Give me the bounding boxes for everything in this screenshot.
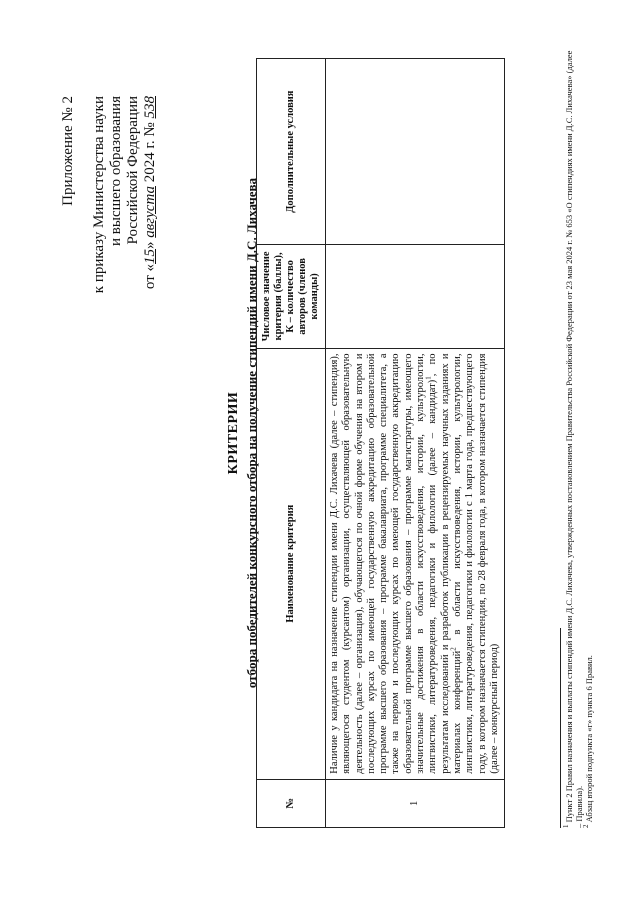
row-extra <box>326 59 505 245</box>
date-month: августа <box>142 186 158 238</box>
footnote-divider <box>560 628 561 828</box>
table-header-row <box>257 59 326 828</box>
footnote-2-text: Абзац второй подпункта «г» пункта 6 Правил. <box>584 655 594 825</box>
table-row <box>326 59 505 828</box>
row-criterion-text <box>326 348 505 779</box>
footnote-ref-1: 1 <box>424 376 433 380</box>
header-name: Наименование критерия <box>257 348 326 779</box>
appendix-order-line2: и высшего образования <box>108 96 124 246</box>
header-extra: Дополнительные условия <box>257 59 326 245</box>
date-prefix: от « <box>142 263 158 290</box>
footnotes <box>560 48 594 828</box>
order-number: 538 <box>142 96 158 119</box>
appendix-number: Приложение № 2 <box>60 96 76 206</box>
appendix-date-line <box>142 96 159 356</box>
document-title <box>226 113 260 753</box>
appendix-order-line1: к приказу Министерства науки <box>91 96 107 294</box>
criterion-text-part2: , по результатам исследований и разработок публикации в рецензируемых научных изданиях и материалах конференций <box>427 353 463 774</box>
footnote-1-text: Пункт 2 Правил назначения и выплаты стипендий имени Д.С. Лихачева, утвержденных постановлением Правительства Российской Федерации от 23 мая 2024 г. № 653 «О стипендиях имени Д.С. Лихачева» (далее – Правила). <box>564 50 584 828</box>
date-year: 2024 г. № <box>142 118 158 187</box>
header-no: № <box>257 779 326 827</box>
footnote-1-mark: 1 <box>562 824 571 828</box>
date-mid: » <box>142 237 158 249</box>
footnote-1 <box>564 48 584 828</box>
title-sub: отбора победителей конкурсного отбора на получение стипендий имени Д.С. Лихачева <box>244 177 259 689</box>
footnote-2-mark: 2 <box>582 824 591 828</box>
footnote-2 <box>584 48 594 828</box>
title-main: КРИТЕРИИ <box>226 391 241 475</box>
appendix-order-line3: Российской Федерации <box>125 96 141 245</box>
criterion-text-part1: Наличие у кандидата на назначение стипендии имени Д.С. Лихачева (далее – стипендия), являющегося студентом (курсантом) организации, осуществляющей образовательную деятельность (далее – организация), обучающегося по очной форме обучения на втором и последующих курсах по имеющей государственную аккредитацию образовательной программе высшего образования – программе бакалавриата, программе специалитета, а также на первом и последующих курсах по имеющей государственную аккредитацию образовательной программе высшего образования – программе магистратуры, имеющего значительные достижения в области искусствоведения, истории, культурологии, лингвистики, литературоведения, педагогики и филологии (далее – кандидат) <box>329 353 439 774</box>
footnote-ref-2: 2 <box>449 647 458 651</box>
appendix-header <box>60 96 159 356</box>
row-score <box>326 245 505 348</box>
date-day: 15 <box>142 248 158 264</box>
criteria-table <box>256 58 505 828</box>
row-no: 1 <box>326 779 505 827</box>
header-score: Числовое значение критерия (баллы), К – количество авторов (членов команды) <box>257 245 326 348</box>
criterion-text-part3: в области искусствоведения, истории, культурологии, лингвистики, литературоведения, педагогики и филологии с 1 марта года, предшествующего году, в котором назначается стипендия, по 28 февраля года, в котором назначается стипендия (далее – конкурсный период) <box>451 353 500 774</box>
